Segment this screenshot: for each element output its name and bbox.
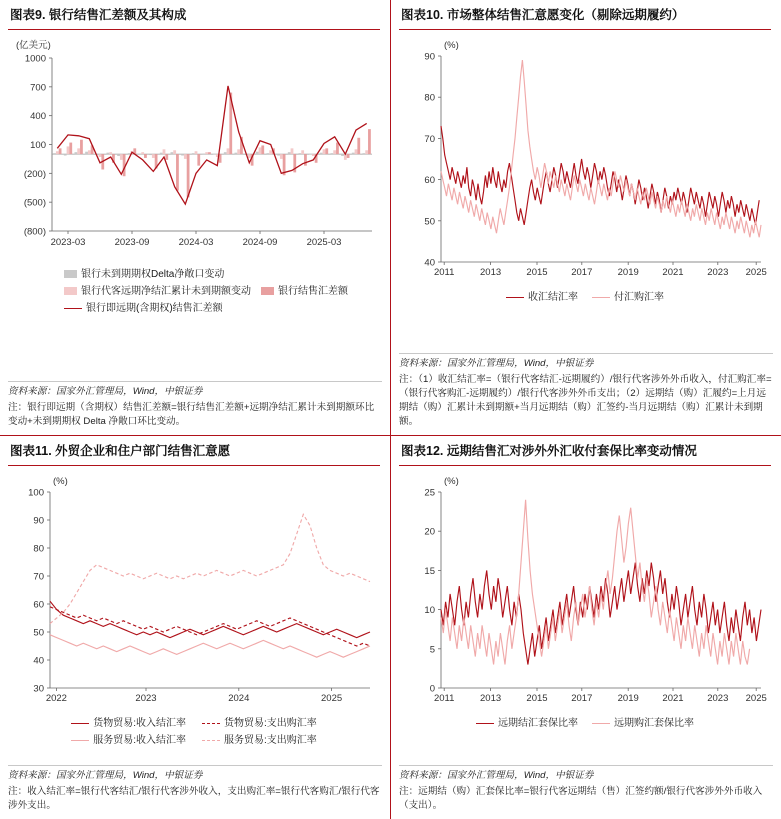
chart12-svg: [399, 466, 771, 714]
svg-text:2011: 2011: [433, 692, 455, 704]
chart11-note: 注：收入结汇率=银行代客结汇/银行代客涉外收入，支出购汇率=银行代客购汇/银行代客涉外支出。: [8, 786, 380, 812]
panel-chart9: [0, 0, 390, 435]
svg-text:2015: 2015: [526, 266, 548, 278]
svg-text:2022: 2022: [45, 692, 67, 704]
legend-item: [64, 267, 224, 282]
legend-swatch-line: [71, 740, 89, 741]
svg-text:2013: 2013: [480, 266, 502, 278]
chart9-svg: [8, 30, 380, 265]
svg-text:(800): (800): [23, 226, 46, 238]
svg-text:60: 60: [33, 599, 44, 611]
legend-label: 服务贸易:收入结汇率: [93, 734, 186, 746]
chart11-footer: [8, 765, 382, 813]
svg-text:50: 50: [33, 627, 44, 639]
svg-text:2023: 2023: [135, 692, 157, 704]
svg-text:25: 25: [424, 487, 435, 499]
legend-label: 服务贸易:支出购汇率: [224, 734, 317, 746]
svg-text:2023: 2023: [707, 266, 729, 278]
svg-text:(%): (%): [444, 475, 459, 487]
svg-text:2023-09: 2023-09: [114, 236, 150, 248]
svg-text:2025: 2025: [745, 266, 767, 278]
legend-item: [64, 301, 223, 316]
legend-label: 银行即远期(含期权)结售汇差额: [86, 302, 223, 314]
svg-text:60: 60: [424, 174, 435, 186]
legend-label: 银行未到期期权Delta净敞口变动: [81, 268, 225, 280]
chart9-note: 注：银行即远期（含期权）结售汇差额=银行结售汇差额+远期净结汇累计未到期额环比变动+未到期期权 Delta 净敞口环比变动。: [8, 402, 375, 428]
legend-item: [592, 290, 664, 305]
legend-label: 远期购汇套保比率: [614, 717, 694, 729]
svg-text:2019: 2019: [617, 266, 639, 278]
svg-text:400: 400: [30, 111, 46, 123]
svg-text:2017: 2017: [571, 266, 593, 278]
chart10-svg: [399, 30, 771, 288]
panel-chart12: [390, 435, 781, 819]
svg-text:2025: 2025: [321, 692, 343, 704]
panel-title-9: 图表9. 银行结售汇差额及其构成: [8, 0, 380, 30]
legend-swatch-line: [592, 297, 610, 298]
svg-text:700: 700: [30, 82, 46, 94]
legend-item: [71, 716, 186, 731]
legend-item: [71, 733, 186, 748]
svg-text:(200): (200): [23, 168, 46, 180]
svg-text:2025: 2025: [745, 692, 767, 704]
panel-title-12: 图表12. 远期结售汇对涉外外汇收付套保比率变动情况: [399, 436, 771, 466]
legend-item: [506, 290, 578, 305]
svg-text:30: 30: [33, 683, 44, 695]
legend-item: [261, 284, 348, 299]
legend-label: 货物贸易:支出购汇率: [224, 717, 317, 729]
svg-text:2023-03: 2023-03: [50, 236, 86, 248]
chart10-legend: [399, 290, 771, 305]
svg-text:40: 40: [424, 257, 435, 269]
svg-text:100: 100: [30, 139, 46, 151]
chart12-area: [399, 466, 771, 714]
legend-swatch-dashed-line: [202, 723, 220, 724]
svg-text:80: 80: [424, 92, 435, 104]
legend-swatch-box: [261, 287, 274, 295]
legend-swatch-line: [506, 297, 524, 298]
chart10-area: [399, 30, 771, 288]
legend-item: [202, 733, 317, 748]
svg-text:2021: 2021: [662, 692, 684, 704]
svg-text:(500): (500): [23, 197, 46, 209]
chart9-footer: [8, 381, 382, 429]
chart11-svg: [8, 466, 380, 714]
svg-text:2013: 2013: [480, 692, 502, 704]
panel-title-10: 图表10. 市场整体结售汇意愿变化（剔除远期履约）: [399, 0, 771, 30]
svg-text:10: 10: [424, 604, 435, 616]
legend-swatch-line: [592, 723, 610, 724]
chart9-legend: [8, 267, 380, 316]
chart10-source: 资料来源：国家外汇管理局，Wind，中银证券: [399, 353, 773, 371]
svg-text:90: 90: [424, 51, 435, 63]
svg-text:2021: 2021: [662, 266, 684, 278]
svg-text:(%): (%): [444, 39, 459, 51]
svg-text:5: 5: [429, 644, 435, 656]
svg-text:20: 20: [424, 526, 435, 538]
legend-item: [64, 284, 251, 299]
svg-text:(%): (%): [53, 475, 68, 487]
svg-text:(亿美元): (亿美元): [16, 39, 51, 51]
legend-swatch-line: [64, 308, 82, 309]
chart12-legend: [399, 716, 771, 731]
chart11-area: [8, 466, 380, 714]
legend-label: 远期结汇套保比率: [498, 717, 578, 729]
chart12-source: 资料来源：国家外汇管理局，Wind，中银证券: [399, 765, 773, 783]
legend-label: 货物贸易:收入结汇率: [93, 717, 186, 729]
legend-label: 银行代客远期净结汇累计未到期额变动: [81, 285, 251, 297]
chart9-area: [8, 30, 380, 265]
panel-chart11: [0, 435, 390, 819]
svg-text:2015: 2015: [526, 692, 548, 704]
legend-swatch-box: [64, 270, 77, 278]
chart10-footer: [399, 353, 773, 429]
svg-text:2024-09: 2024-09: [242, 236, 278, 248]
svg-text:70: 70: [33, 571, 44, 583]
svg-text:2011: 2011: [433, 266, 455, 278]
svg-text:2025-03: 2025-03: [306, 236, 342, 248]
svg-text:90: 90: [33, 515, 44, 527]
legend-swatch-line: [71, 723, 89, 724]
chart12-note: 注：远期结（购）汇套保比率=银行代客远期结（售）汇签约额/银行代客涉外外币收入（支出）。: [399, 786, 763, 812]
legend-item: [476, 716, 578, 731]
svg-text:2023: 2023: [707, 692, 729, 704]
svg-text:2024: 2024: [228, 692, 250, 704]
legend-label: 付汇购汇率: [614, 291, 664, 303]
chart12-footer: [399, 765, 773, 813]
svg-text:15: 15: [424, 565, 435, 577]
legend-label: 收汇结汇率: [528, 291, 578, 303]
svg-text:1000: 1000: [24, 53, 46, 65]
svg-text:2017: 2017: [571, 692, 593, 704]
chart11-legend: [8, 716, 380, 748]
panel-title-11: 图表11. 外贸企业和住户部门结售汇意愿: [8, 436, 380, 466]
legend-label: 银行结售汇差额: [278, 285, 348, 297]
svg-text:70: 70: [424, 133, 435, 145]
legend-item: [592, 716, 694, 731]
svg-text:40: 40: [33, 655, 44, 667]
legend-swatch-dashed-line: [202, 740, 220, 741]
legend-swatch-box: [64, 287, 77, 295]
svg-text:0: 0: [429, 683, 435, 695]
svg-text:50: 50: [424, 216, 435, 228]
svg-text:2019: 2019: [617, 692, 639, 704]
chart9-source: 资料来源：国家外汇管理局，Wind，中银证券: [8, 381, 382, 399]
svg-text:100: 100: [28, 487, 44, 499]
chart10-note: 注：（1）收汇结汇率=（银行代客结汇-远期履约）/银行代客涉外外币收入，付汇购汇率=（银行代客购汇-远期履约）/银行代客涉外外币支出；（2）远期结（购）汇履约=上月远期结（购）汇累计未到期额+当月远期结（购）汇签约-当月远期结（购）汇累计未到期额。: [399, 374, 772, 428]
chart11-source: 资料来源：国家外汇管理局，Wind，中银证券: [8, 765, 382, 783]
svg-text:2024-03: 2024-03: [178, 236, 214, 248]
legend-item: [202, 716, 317, 731]
legend-swatch-line: [476, 723, 494, 724]
svg-text:80: 80: [33, 543, 44, 555]
panel-chart10: [390, 0, 781, 435]
